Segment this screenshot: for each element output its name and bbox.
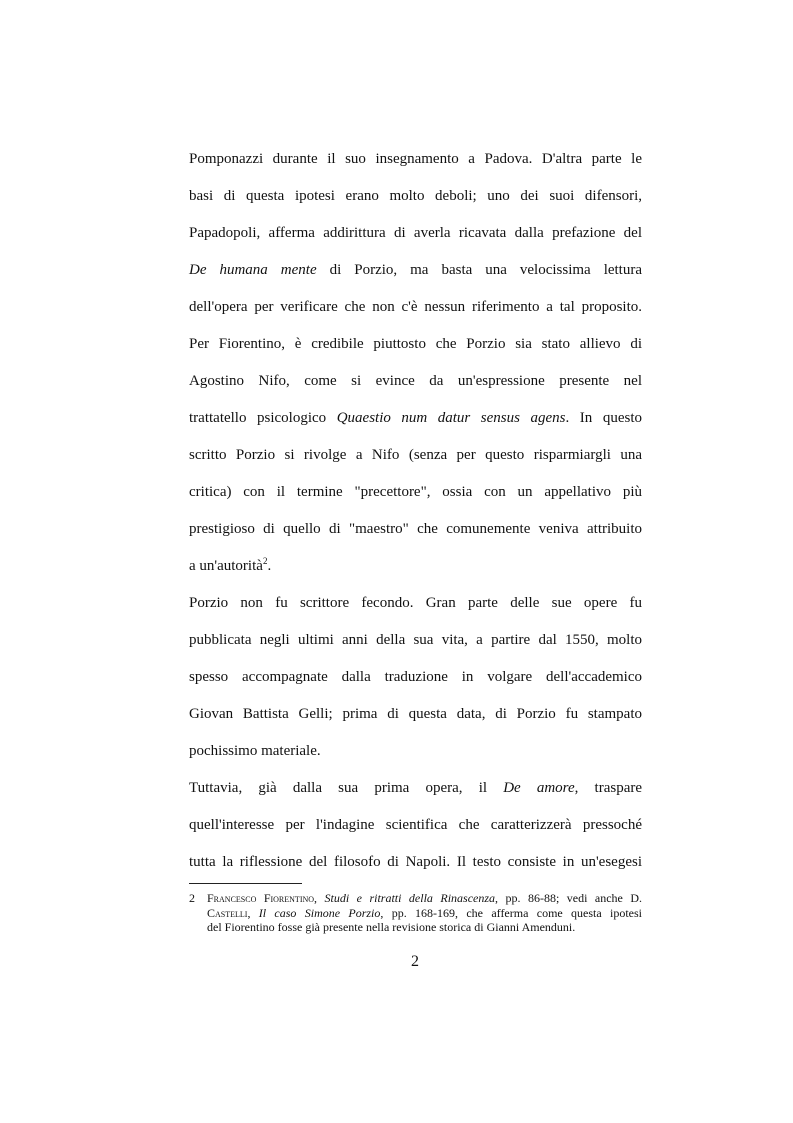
- author-name: Castelli: [207, 905, 248, 920]
- text-line: Porzio non fu scrittore fecondo. Gran parte delle sue opere fu: [189, 595, 642, 611]
- text-line: Giovan Battista Gelli; prima di questa data, di Porzio fu stampato: [189, 706, 642, 722]
- text-line: quell'interesse per l'indagine scientifica che caratterizzerà pressoché: [189, 817, 642, 833]
- book-title: De humana mente: [189, 262, 317, 278]
- footnote-line: del Fiorentino fosse già presente nella revisione storica di Gianni Amenduni.: [207, 920, 576, 934]
- footnote-number: 2: [189, 891, 195, 905]
- book-title: Quaestio num datur sensus agens: [336, 410, 566, 426]
- text-line: dell'opera per verificare che non c'è nessun riferimento a tal proposito.: [189, 299, 642, 315]
- footnote-line: Francesco Fiorentino, Studi e ritratti della Rinascenza, pp. 86-88; vedi anche D.: [207, 891, 643, 905]
- book-title: Studi e ritratti della Rinascenza: [324, 891, 496, 905]
- text-line: a un'autorità$^2$.: [189, 556, 272, 574]
- footnote: [189, 891, 642, 935]
- book-title: Il caso Simone Porzio: [258, 905, 381, 920]
- book-title: De amore: [503, 780, 575, 796]
- footnote-line: Castelli, Il caso Simone Porzio, pp. 168-169, che afferma come questa ipotesi: [207, 905, 643, 920]
- author-name: Francesco Fiorentino: [207, 891, 315, 905]
- text-line: Pomponazzi durante il suo insegnamento a Padova. D'altra parte le: [189, 151, 642, 167]
- text-line: spesso accompagnate dalla traduzione in volgare dell'accademico: [189, 669, 642, 685]
- text-line: pubblicata negli ultimi anni della sua vita, a partire dal 1550, molto: [189, 632, 642, 648]
- text-line: basi di questa ipotesi erano molto deboli; uno dei suoi difensori,: [189, 188, 642, 204]
- text-line: critica) con il termine "precettore", ossia con un appellativo più: [189, 484, 642, 500]
- text-line: prestigioso di quello di "maestro" che comunemente veniva attribuito: [189, 521, 642, 537]
- text-line: pochissimo materiale.: [189, 743, 321, 759]
- text-line: scritto Porzio si rivolge a Nifo (senza per questo risparmiargli una: [189, 447, 642, 463]
- text-line: Agostino Nifo, come si evince da un'espressione presente nel: [189, 373, 642, 389]
- footnote-separator: [189, 883, 302, 884]
- text-line: trattatello psicologico Quaestio num datur sensus agens. In questo: [189, 410, 642, 426]
- text-line: Per Fiorentino, è credibile piuttosto che Porzio sia stato allievo di: [189, 336, 642, 352]
- text-line: Tuttavia, già dalla sua prima opera, il De amore, traspare: [189, 780, 643, 796]
- page-number: 2: [411, 953, 419, 970]
- text-line: Papadopoli, afferma addirittura di averla ricavata dalla prefazione del: [189, 225, 642, 241]
- footnote-reference: 2: [262, 556, 268, 566]
- text-line: tutta la riflessione del filosofo di Napoli. Il testo consiste in un'esegesi: [189, 854, 642, 870]
- body-text: [189, 141, 642, 881]
- text-line: De humana mente di Porzio, ma basta una velocissima lettura: [189, 262, 643, 278]
